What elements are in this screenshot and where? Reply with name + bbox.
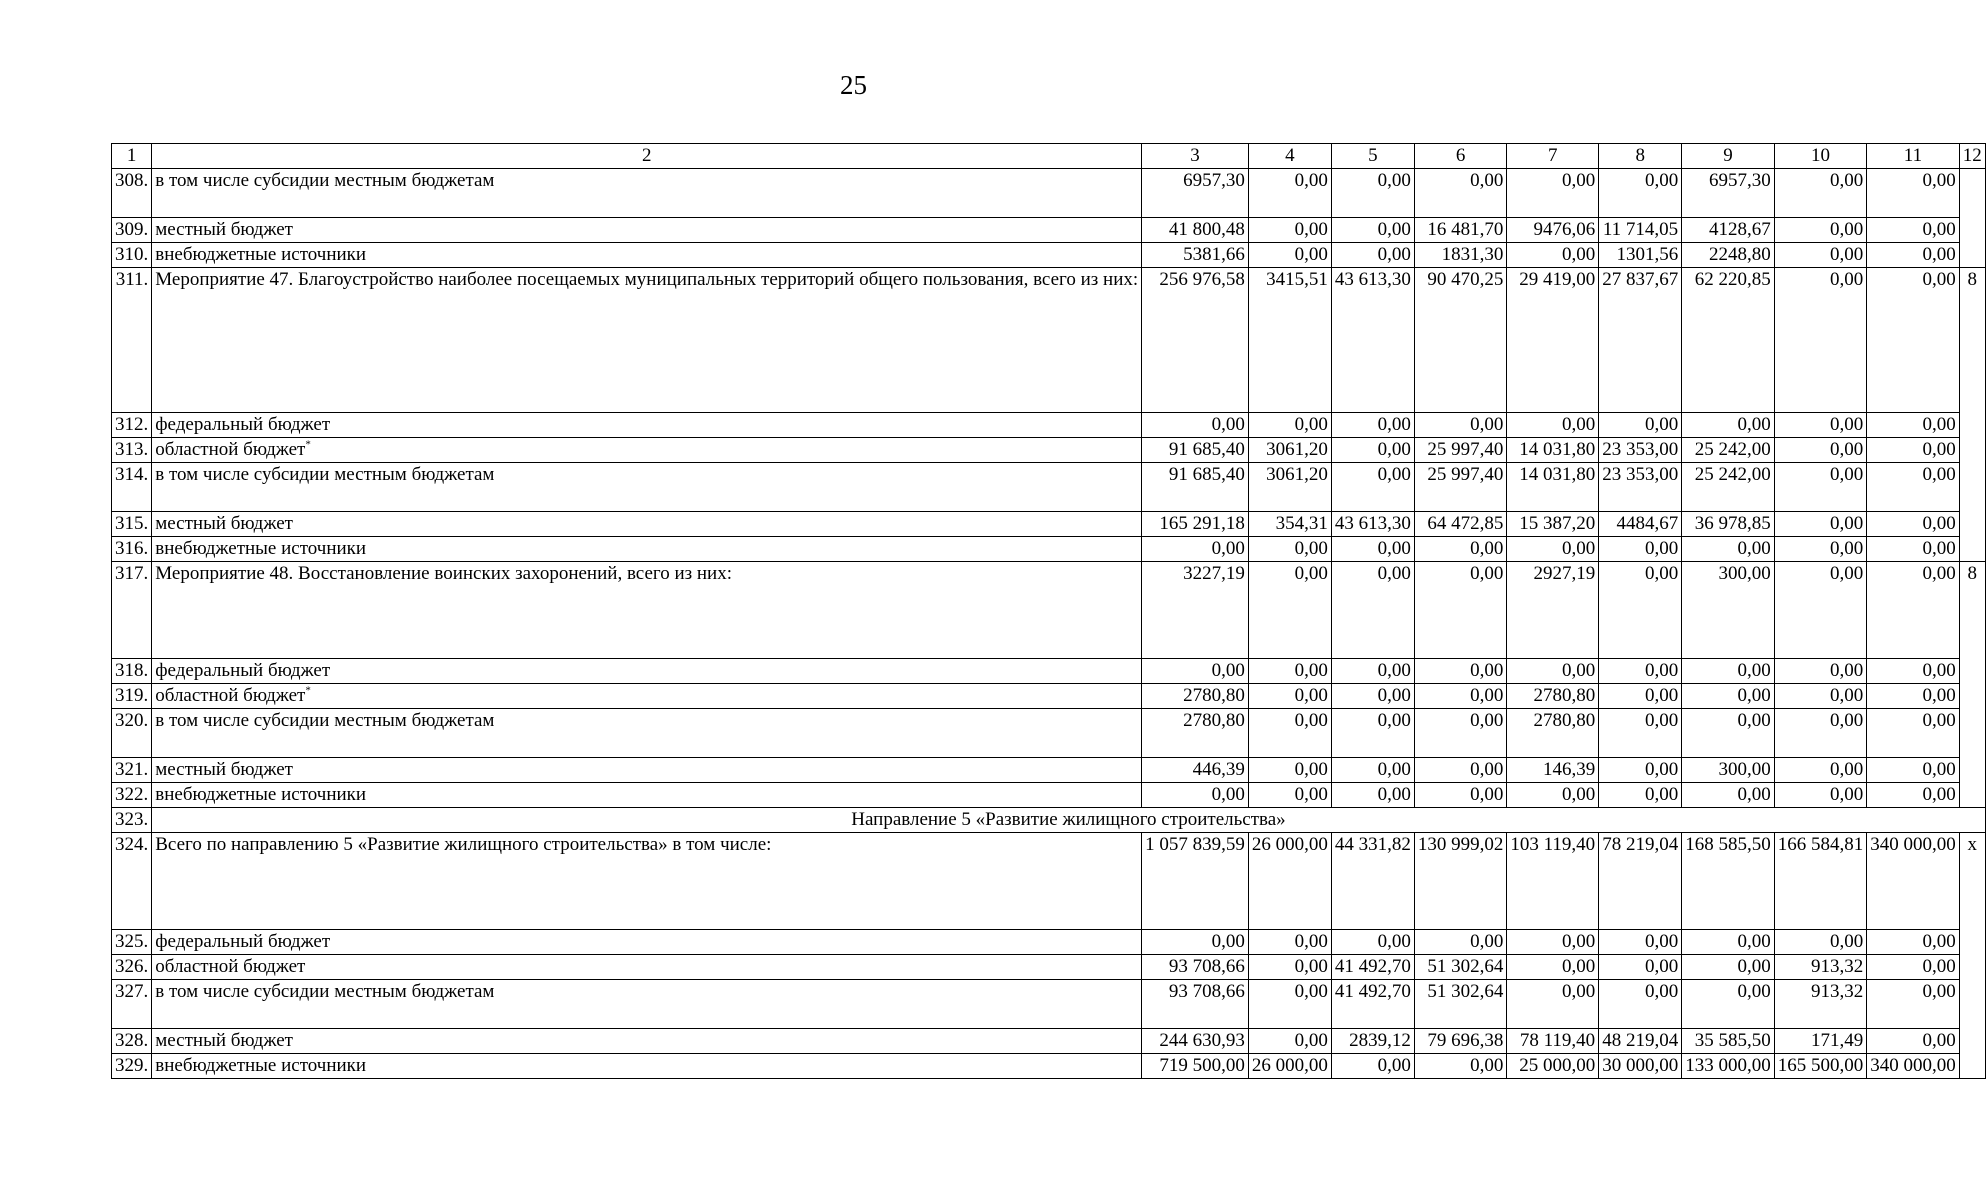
value-cell-col9: 25 242,00 [1682, 438, 1775, 463]
value-cell-col8: 27 837,67 [1599, 268, 1682, 413]
row-label [152, 783, 1142, 808]
value-cell-col11: 0,00 [1867, 463, 1960, 512]
value-cell-col5: 44 331,82 [1331, 833, 1414, 930]
value-cell-col7: 78 119,40 [1507, 1029, 1599, 1054]
value-cell-col8: 0,00 [1599, 169, 1682, 218]
column-12-cell: 8 [1959, 268, 1985, 562]
value-cell-col3: 93 708,66 [1142, 955, 1249, 980]
value-cell-col10: 0,00 [1774, 562, 1867, 659]
value-cell-col7: 2927,19 [1507, 562, 1599, 659]
value-cell-col5: 0,00 [1331, 1054, 1414, 1079]
row-number: 315. [112, 512, 152, 537]
table-row [112, 218, 1986, 243]
value-cell-col7: 2780,80 [1507, 684, 1599, 709]
row-number: 328. [112, 1029, 152, 1054]
value-cell-col9: 168 585,50 [1682, 833, 1775, 930]
value-cell-col7: 0,00 [1507, 930, 1599, 955]
row-number: 319. [112, 684, 152, 709]
value-cell-col10: 0,00 [1774, 218, 1867, 243]
value-cell-col7: 0,00 [1507, 783, 1599, 808]
value-cell-col3: 1 057 839,59 [1142, 833, 1249, 930]
value-cell-col11: 0,00 [1867, 980, 1960, 1029]
value-cell-col3: 2780,80 [1142, 684, 1249, 709]
value-cell-col3: 256 976,58 [1142, 268, 1249, 413]
value-cell-col7: 0,00 [1507, 659, 1599, 684]
row-number: 321. [112, 758, 152, 783]
column-header-9: 9 [1682, 144, 1775, 169]
row-label [152, 537, 1142, 562]
value-cell-col11: 0,00 [1867, 562, 1960, 659]
value-cell-col3: 0,00 [1142, 537, 1249, 562]
value-cell-col8: 78 219,04 [1599, 833, 1682, 930]
table-row [112, 808, 1986, 833]
value-cell-col4: 0,00 [1248, 930, 1331, 955]
value-cell-col6: 0,00 [1414, 684, 1507, 709]
row-label-text: внебюджетные источники [155, 1055, 367, 1076]
value-cell-col6: 130 999,02 [1414, 833, 1507, 930]
value-cell-col7: 146,39 [1507, 758, 1599, 783]
row-label-text: в том числе субсидии местным бюджетам [155, 710, 495, 731]
value-cell-col8: 23 353,00 [1599, 438, 1682, 463]
value-cell-col11: 0,00 [1867, 438, 1960, 463]
row-number: 310. [112, 243, 152, 268]
row-number: 327. [112, 980, 152, 1029]
value-cell-col10: 0,00 [1774, 930, 1867, 955]
value-cell-col4: 0,00 [1248, 562, 1331, 659]
value-cell-col4: 0,00 [1248, 413, 1331, 438]
row-label [152, 1029, 1142, 1054]
table-row [112, 562, 1986, 659]
row-label [152, 218, 1142, 243]
table-row [112, 980, 1986, 1029]
value-cell-col3: 93 708,66 [1142, 980, 1249, 1029]
row-label-text: федеральный бюджет [155, 414, 331, 435]
column-header-7: 7 [1507, 144, 1599, 169]
row-label-text: областной бюджет [155, 685, 306, 706]
value-cell-col9: 0,00 [1682, 955, 1775, 980]
value-cell-col8: 0,00 [1599, 413, 1682, 438]
value-cell-col6: 0,00 [1414, 537, 1507, 562]
value-cell-col6: 16 481,70 [1414, 218, 1507, 243]
value-cell-col8: 0,00 [1599, 783, 1682, 808]
value-cell-col5: 0,00 [1331, 659, 1414, 684]
value-cell-col6: 25 997,40 [1414, 463, 1507, 512]
value-cell-col3: 5381,66 [1142, 243, 1249, 268]
table-row [112, 512, 1986, 537]
column-12-cell: х [1959, 833, 1985, 1079]
value-cell-col4: 26 000,00 [1248, 833, 1331, 930]
value-cell-col11: 0,00 [1867, 169, 1960, 218]
row-label [152, 955, 1142, 980]
value-cell-col5: 41 492,70 [1331, 980, 1414, 1029]
value-cell-col8: 0,00 [1599, 537, 1682, 562]
value-cell-col5: 43 613,30 [1331, 268, 1414, 413]
row-label-text: местный бюджет [155, 1030, 293, 1051]
value-cell-col10: 0,00 [1774, 758, 1867, 783]
value-cell-col10: 0,00 [1774, 659, 1867, 684]
value-cell-col7: 0,00 [1507, 955, 1599, 980]
row-number: 312. [112, 413, 152, 438]
row-label [152, 268, 1142, 413]
value-cell-col11: 0,00 [1867, 930, 1960, 955]
value-cell-col10: 0,00 [1774, 413, 1867, 438]
row-number: 317. [112, 562, 152, 659]
value-cell-col9: 0,00 [1682, 783, 1775, 808]
column-header-10: 10 [1774, 144, 1867, 169]
column-12-cell: 8 [1959, 562, 1985, 808]
value-cell-col4: 3415,51 [1248, 268, 1331, 413]
value-cell-col11: 0,00 [1867, 268, 1960, 413]
value-cell-col9: 25 242,00 [1682, 463, 1775, 512]
value-cell-col4: 0,00 [1248, 659, 1331, 684]
row-number: 311. [112, 268, 152, 413]
table-row [112, 684, 1986, 709]
value-cell-col3: 0,00 [1142, 783, 1249, 808]
value-cell-col8: 1301,56 [1599, 243, 1682, 268]
value-cell-col3: 0,00 [1142, 413, 1249, 438]
row-label [152, 463, 1142, 512]
value-cell-col10: 0,00 [1774, 512, 1867, 537]
value-cell-col11: 340 000,00 [1867, 1054, 1960, 1079]
page-number: 25 [840, 70, 867, 100]
row-label-text: областной бюджет [155, 956, 306, 977]
value-cell-col3: 2780,80 [1142, 709, 1249, 758]
value-cell-col7: 0,00 [1507, 980, 1599, 1029]
value-cell-col9: 300,00 [1682, 562, 1775, 659]
row-label [152, 169, 1142, 218]
row-number: 324. [112, 833, 152, 930]
value-cell-col4: 0,00 [1248, 783, 1331, 808]
value-cell-col6: 0,00 [1414, 758, 1507, 783]
value-cell-col11: 0,00 [1867, 955, 1960, 980]
row-label-text: Мероприятие 48. Восстановление воинских захоронений, всего из них: [155, 563, 733, 584]
row-label-text: в том числе субсидии местным бюджетам [155, 464, 495, 485]
row-label-text: внебюджетные источники [155, 784, 367, 805]
table-row [112, 1029, 1986, 1054]
row-label-text: местный бюджет [155, 219, 293, 240]
value-cell-col3: 6957,30 [1142, 169, 1249, 218]
value-cell-col10: 0,00 [1774, 709, 1867, 758]
row-number: 308. [112, 169, 152, 218]
table-row [112, 758, 1986, 783]
value-cell-col10: 0,00 [1774, 268, 1867, 413]
value-cell-col4: 0,00 [1248, 1029, 1331, 1054]
row-label [152, 758, 1142, 783]
value-cell-col9: 62 220,85 [1682, 268, 1775, 413]
table-body [112, 169, 1986, 1079]
value-cell-col4: 0,00 [1248, 218, 1331, 243]
value-cell-col11: 340 000,00 [1867, 833, 1960, 930]
value-cell-col9: 2248,80 [1682, 243, 1775, 268]
row-label [152, 709, 1142, 758]
value-cell-col3: 91 685,40 [1142, 438, 1249, 463]
table-row [112, 1054, 1986, 1079]
row-number: 323. [112, 808, 152, 833]
column-header-11: 11 [1867, 144, 1960, 169]
value-cell-col4: 0,00 [1248, 955, 1331, 980]
footnote-mark: * [305, 684, 311, 697]
value-cell-col6: 0,00 [1414, 783, 1507, 808]
row-label-text: Мероприятие 47. Благоустройство наиболее посещаемых муниципальных территорий общего пользования, всего из них: [155, 269, 1139, 290]
value-cell-col4: 0,00 [1248, 169, 1331, 218]
table-row [112, 537, 1986, 562]
value-cell-col3: 0,00 [1142, 659, 1249, 684]
row-number: 313. [112, 438, 152, 463]
value-cell-col8: 0,00 [1599, 684, 1682, 709]
value-cell-col3: 446,39 [1142, 758, 1249, 783]
value-cell-col7: 103 119,40 [1507, 833, 1599, 930]
value-cell-col6: 79 696,38 [1414, 1029, 1507, 1054]
value-cell-col9: 0,00 [1682, 980, 1775, 1029]
value-cell-col10: 165 500,00 [1774, 1054, 1867, 1079]
value-cell-col3: 244 630,93 [1142, 1029, 1249, 1054]
table-row [112, 783, 1986, 808]
value-cell-col6: 1831,30 [1414, 243, 1507, 268]
column-header-3: 3 [1142, 144, 1249, 169]
row-number: 322. [112, 783, 152, 808]
value-cell-col6: 0,00 [1414, 413, 1507, 438]
value-cell-col10: 0,00 [1774, 783, 1867, 808]
value-cell-col9: 0,00 [1682, 709, 1775, 758]
value-cell-col5: 43 613,30 [1331, 512, 1414, 537]
value-cell-col7: 9476,06 [1507, 218, 1599, 243]
value-cell-col5: 0,00 [1331, 709, 1414, 758]
value-cell-col5: 0,00 [1331, 438, 1414, 463]
value-cell-col9: 0,00 [1682, 684, 1775, 709]
value-cell-col11: 0,00 [1867, 413, 1960, 438]
value-cell-col9: 36 978,85 [1682, 512, 1775, 537]
value-cell-col5: 0,00 [1331, 684, 1414, 709]
value-cell-col5: 0,00 [1331, 537, 1414, 562]
value-cell-col10: 171,49 [1774, 1029, 1867, 1054]
value-cell-col3: 41 800,48 [1142, 218, 1249, 243]
row-number: 326. [112, 955, 152, 980]
row-label [152, 684, 1142, 709]
budget-table [111, 143, 1986, 1079]
footnote-mark: * [305, 438, 311, 451]
value-cell-col10: 913,32 [1774, 980, 1867, 1029]
value-cell-col6: 51 302,64 [1414, 955, 1507, 980]
value-cell-col5: 0,00 [1331, 463, 1414, 512]
value-cell-col7: 29 419,00 [1507, 268, 1599, 413]
table-row [112, 268, 1986, 413]
value-cell-col6: 25 997,40 [1414, 438, 1507, 463]
value-cell-col9: 35 585,50 [1682, 1029, 1775, 1054]
value-cell-col8: 0,00 [1599, 980, 1682, 1029]
value-cell-col6: 0,00 [1414, 562, 1507, 659]
value-cell-col11: 0,00 [1867, 758, 1960, 783]
section-title: Направление 5 «Развитие жилищного строительства» [152, 808, 1985, 833]
row-label [152, 243, 1142, 268]
row-number: 316. [112, 537, 152, 562]
value-cell-col5: 0,00 [1331, 169, 1414, 218]
row-label [152, 413, 1142, 438]
value-cell-col7: 14 031,80 [1507, 438, 1599, 463]
value-cell-col8: 48 219,04 [1599, 1029, 1682, 1054]
column-12-cell [1959, 169, 1985, 268]
value-cell-col11: 0,00 [1867, 709, 1960, 758]
value-cell-col5: 0,00 [1331, 413, 1414, 438]
row-label [152, 930, 1142, 955]
row-label-text: Всего по направлению 5 «Развитие жилищного строительства» в том числе: [155, 834, 772, 855]
value-cell-col7: 2780,80 [1507, 709, 1599, 758]
value-cell-col8: 0,00 [1599, 562, 1682, 659]
table-row [112, 709, 1986, 758]
value-cell-col3: 0,00 [1142, 930, 1249, 955]
value-cell-col6: 0,00 [1414, 1054, 1507, 1079]
value-cell-col6: 51 302,64 [1414, 980, 1507, 1029]
value-cell-col5: 0,00 [1331, 758, 1414, 783]
value-cell-col5: 0,00 [1331, 930, 1414, 955]
row-label-text: в том числе субсидии местным бюджетам [155, 170, 495, 191]
row-label [152, 1054, 1142, 1079]
table-row [112, 463, 1986, 512]
value-cell-col8: 4484,67 [1599, 512, 1682, 537]
column-header-2: 2 [152, 144, 1142, 169]
value-cell-col3: 165 291,18 [1142, 512, 1249, 537]
value-cell-col9: 6957,30 [1682, 169, 1775, 218]
value-cell-col6: 90 470,25 [1414, 268, 1507, 413]
value-cell-col11: 0,00 [1867, 218, 1960, 243]
value-cell-col8: 0,00 [1599, 955, 1682, 980]
value-cell-col10: 0,00 [1774, 438, 1867, 463]
value-cell-col4: 3061,20 [1248, 438, 1331, 463]
value-cell-col11: 0,00 [1867, 512, 1960, 537]
value-cell-col10: 0,00 [1774, 684, 1867, 709]
row-number: 320. [112, 709, 152, 758]
value-cell-col5: 0,00 [1331, 562, 1414, 659]
row-number: 325. [112, 930, 152, 955]
column-header-6: 6 [1414, 144, 1507, 169]
row-label [152, 562, 1142, 659]
value-cell-col4: 0,00 [1248, 243, 1331, 268]
table-row [112, 955, 1986, 980]
value-cell-col7: 25 000,00 [1507, 1054, 1599, 1079]
value-cell-col6: 64 472,85 [1414, 512, 1507, 537]
value-cell-col4: 0,00 [1248, 684, 1331, 709]
value-cell-col9: 4128,67 [1682, 218, 1775, 243]
column-header-1: 1 [112, 144, 152, 169]
row-label-text: внебюджетные источники [155, 244, 367, 265]
row-number: 309. [112, 218, 152, 243]
value-cell-col9: 300,00 [1682, 758, 1775, 783]
row-label-text: федеральный бюджет [155, 931, 331, 952]
row-number: 329. [112, 1054, 152, 1079]
value-cell-col10: 0,00 [1774, 463, 1867, 512]
value-cell-col11: 0,00 [1867, 684, 1960, 709]
value-cell-col8: 0,00 [1599, 659, 1682, 684]
table-row [112, 169, 1986, 218]
row-label-text: местный бюджет [155, 759, 293, 780]
table-row [112, 413, 1986, 438]
value-cell-col4: 0,00 [1248, 980, 1331, 1029]
row-label-text: федеральный бюджет [155, 660, 331, 681]
column-header-8: 8 [1599, 144, 1682, 169]
row-label [152, 438, 1142, 463]
row-label [152, 980, 1142, 1029]
value-cell-col10: 0,00 [1774, 243, 1867, 268]
value-cell-col7: 0,00 [1507, 413, 1599, 438]
value-cell-col5: 2839,12 [1331, 1029, 1414, 1054]
value-cell-col5: 0,00 [1331, 783, 1414, 808]
value-cell-col8: 23 353,00 [1599, 463, 1682, 512]
row-label-text: местный бюджет [155, 513, 293, 534]
value-cell-col11: 0,00 [1867, 783, 1960, 808]
column-header-12: 12 [1959, 144, 1985, 169]
table-row [112, 438, 1986, 463]
value-cell-col4: 3061,20 [1248, 463, 1331, 512]
value-cell-col9: 0,00 [1682, 537, 1775, 562]
table-row [112, 930, 1986, 955]
value-cell-col8: 0,00 [1599, 930, 1682, 955]
value-cell-col9: 0,00 [1682, 413, 1775, 438]
value-cell-col9: 0,00 [1682, 659, 1775, 684]
value-cell-col4: 0,00 [1248, 709, 1331, 758]
value-cell-col8: 0,00 [1599, 758, 1682, 783]
value-cell-col11: 0,00 [1867, 659, 1960, 684]
value-cell-col10: 913,32 [1774, 955, 1867, 980]
column-header-4: 4 [1248, 144, 1331, 169]
value-cell-col4: 354,31 [1248, 512, 1331, 537]
value-cell-col10: 0,00 [1774, 169, 1867, 218]
value-cell-col8: 0,00 [1599, 709, 1682, 758]
value-cell-col7: 0,00 [1507, 537, 1599, 562]
value-cell-col9: 0,00 [1682, 930, 1775, 955]
value-cell-col11: 0,00 [1867, 243, 1960, 268]
row-label [152, 512, 1142, 537]
table-row [112, 659, 1986, 684]
column-header-5: 5 [1331, 144, 1414, 169]
value-cell-col6: 0,00 [1414, 659, 1507, 684]
value-cell-col10: 0,00 [1774, 537, 1867, 562]
value-cell-col7: 0,00 [1507, 169, 1599, 218]
value-cell-col7: 14 031,80 [1507, 463, 1599, 512]
value-cell-col4: 0,00 [1248, 758, 1331, 783]
value-cell-col7: 15 387,20 [1507, 512, 1599, 537]
row-label [152, 833, 1142, 930]
table-row [112, 833, 1986, 930]
value-cell-col11: 0,00 [1867, 537, 1960, 562]
value-cell-col7: 0,00 [1507, 243, 1599, 268]
value-cell-col3: 719 500,00 [1142, 1054, 1249, 1079]
value-cell-col10: 166 584,81 [1774, 833, 1867, 930]
value-cell-col6: 0,00 [1414, 709, 1507, 758]
value-cell-col6: 0,00 [1414, 169, 1507, 218]
value-cell-col5: 0,00 [1331, 218, 1414, 243]
table-row [112, 243, 1986, 268]
row-label-text: в том числе субсидии местным бюджетам [155, 981, 495, 1002]
value-cell-col5: 41 492,70 [1331, 955, 1414, 980]
row-label [152, 659, 1142, 684]
row-label-text: внебюджетные источники [155, 538, 367, 559]
value-cell-col6: 0,00 [1414, 930, 1507, 955]
value-cell-col8: 30 000,00 [1599, 1054, 1682, 1079]
value-cell-col5: 0,00 [1331, 243, 1414, 268]
value-cell-col3: 3227,19 [1142, 562, 1249, 659]
value-cell-col11: 0,00 [1867, 1029, 1960, 1054]
value-cell-col3: 91 685,40 [1142, 463, 1249, 512]
row-number: 318. [112, 659, 152, 684]
value-cell-col4: 0,00 [1248, 537, 1331, 562]
header-row [112, 144, 1986, 169]
value-cell-col8: 11 714,05 [1599, 218, 1682, 243]
row-label-text: областной бюджет [155, 439, 306, 460]
row-number: 314. [112, 463, 152, 512]
value-cell-col4: 26 000,00 [1248, 1054, 1331, 1079]
value-cell-col9: 133 000,00 [1682, 1054, 1775, 1079]
table-header [112, 144, 1986, 169]
